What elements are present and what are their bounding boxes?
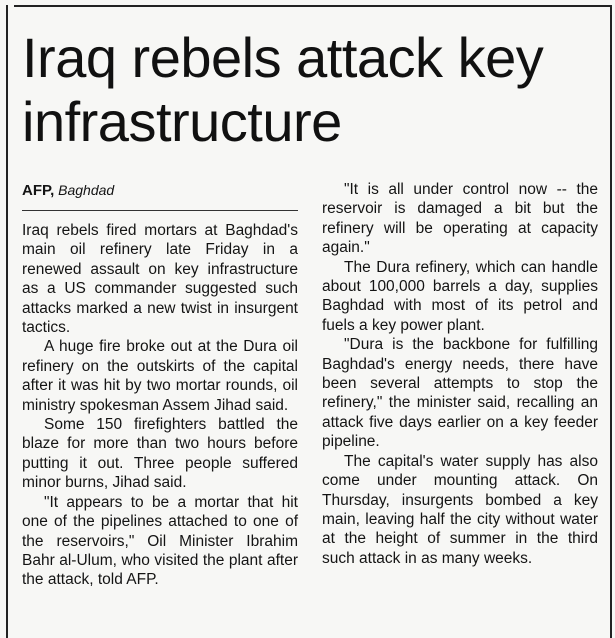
right-border-rule xyxy=(610,5,612,638)
article-paragraph: "It appears to be a mortar that hit one of the pipelines attached to one of the reservoirs," Oil Minister Ibrahim Bahr al-Ulum, who visited the plant after the attack, told AFP. xyxy=(22,493,298,589)
byline-divider xyxy=(22,210,298,211)
article-column-right xyxy=(322,180,598,568)
article-paragraph: "Dura is the backbone for fulfilling Baghdad's energy needs, there have been several attempts to stop the refinery," the minister said, recalling an attack five days earlier on a key feeder pipeline. xyxy=(322,336,598,451)
byline-place: Baghdad xyxy=(58,182,115,198)
article-paragraph: The capital's water supply has also come under mounting attack. On Thursday, insurgents bombed a key main, leaving half the city without water at the height of summer in the third such attack in as many weeks. xyxy=(322,452,598,567)
left-border-rule xyxy=(6,5,8,638)
article-paragraph: A huge fire broke out at the Dura oil refinery on the outskirts of the capital after it was hit by two mortar rounds, oil ministry spokesman Assem Jihad said. xyxy=(22,338,298,414)
article-paragraph: The Dura refinery, which can handle about 100,000 barrels a day, supplies Baghdad with most of its petrol and fuels a key power plant. xyxy=(322,258,598,334)
headline-line-2: infrastructure xyxy=(22,90,342,153)
article-paragraph: Iraq rebels fired mortars at Baghdad's main oil refinery late Friday in a renewed assault on key infrastructure as a US commander suggested such attacks marked a new twist in insurgent tactics. xyxy=(22,222,298,337)
article-paragraph: Some 150 firefighters battled the blaze for more than two hours before putting it out. Three people suffered minor burns, Jihad said. xyxy=(22,416,298,492)
byline-agency: AFP, xyxy=(22,182,55,199)
article-paragraph: "It is all under control now -- the reservoir is damaged a bit but the refinery will be operating at capacity again." xyxy=(322,181,598,257)
headline xyxy=(22,26,607,154)
top-border-rule xyxy=(14,5,612,7)
byline xyxy=(22,180,114,201)
article-column-left xyxy=(22,221,298,590)
headline-line-1: Iraq rebels attack key xyxy=(22,26,544,89)
